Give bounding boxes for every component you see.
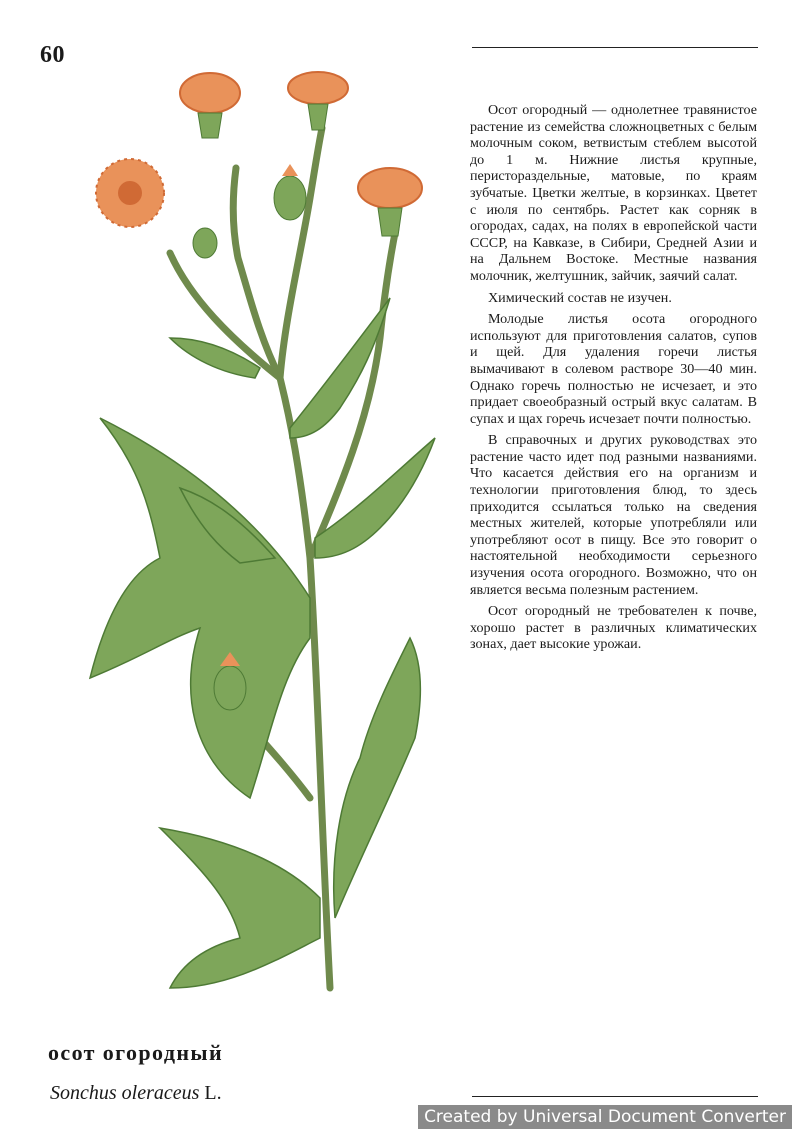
leaf-base-left	[160, 828, 320, 988]
paragraph: Молодые листья осота огородного используют для приготовления салатов, супов и щей. Для удаления горечи листья вымачивают в солевом растворе 30—40 мин. Однако горечь полностью не исчезает, и это придает своеобразный острый вкус салатам. В супах и щах горечь исчезает почти полностью.	[470, 311, 757, 427]
leaf-right-lower	[334, 638, 421, 918]
paragraph: Осот огородный не требователен к почве, хорошо растет в различных климатических зонах, дает высокие урожаи.	[470, 603, 757, 653]
paragraph: Осот огородный — однолетнее травянистое растение из семейства сложноцветных с белым молочным соком, ветвистым стеблем высотой до 1 м. Нижние листья крупные, перистораздельные, матовые, по краям зубчатые. Цветки желтые, в корзинках. Цветет с июля по сентябрь. Растет как сорняк в огородах, садах, на полях в европейской части СССР, на Кавказе, в Сибири, Средней Азии и на Дальнем Востоке. Местные названия молочник, желтушник, зайчик, заячий салат.	[470, 102, 757, 284]
flower-bud	[274, 164, 306, 220]
stem-branch-2	[280, 128, 322, 378]
flower-head	[358, 168, 422, 236]
leaf-lower-left	[90, 418, 310, 798]
latin-binomial: Sonchus oleraceus	[50, 1082, 200, 1104]
paragraph: В справочных и других руководствах это растение часто идет под разными названиями. Что касается действия его на организм и технологии приготовления блюд, то здесь приходится ссылаться только на сведения местных жителей, которые употребляли или употребляют осот в пищу. Все это говорит о настоятельной необходимости серьезного изучения осота огородного. Возможно, что он является весьма полезным растением.	[470, 432, 757, 598]
converter-watermark: Created by Universal Document Converter	[418, 1105, 792, 1129]
flower-bud	[193, 228, 217, 258]
page-number: 60	[40, 42, 65, 68]
top-rule	[472, 47, 758, 48]
flower-head	[96, 159, 164, 227]
latin-name	[50, 1082, 222, 1105]
latin-author: L.	[204, 1082, 222, 1104]
plant-title: осот огородный	[48, 1040, 224, 1065]
bottom-rule	[472, 1096, 758, 1097]
flower-head	[288, 72, 348, 130]
flower-head	[180, 73, 240, 138]
plant-illustration	[60, 38, 460, 998]
paragraph: Химический состав не изучен.	[488, 289, 672, 306]
article-text	[470, 102, 757, 658]
leaf-left-upper	[170, 338, 260, 378]
